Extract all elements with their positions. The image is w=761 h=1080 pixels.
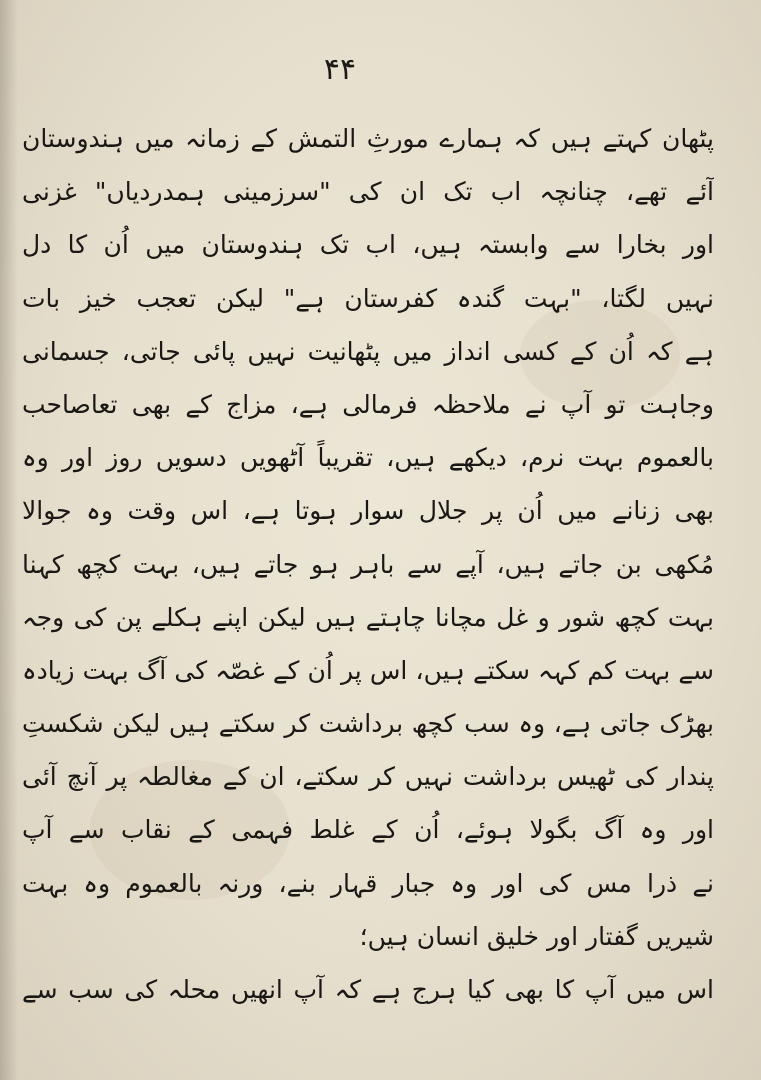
text-line: نہیں لگتا، "بہت گندہ کفرستان ہے" لیکن تعجب خیز بات bbox=[22, 283, 714, 313]
text-line: ہے کہ اُن کے کسی انداز میں پٹھانیت نہیں پائی جاتی، جسمانی bbox=[22, 336, 714, 366]
text-line: بہت کچھ شور و غل مچانا چاہتے ہیں لیکن اپنے ہکلے پن کی وجہ bbox=[22, 602, 714, 632]
page-number: ۴۴ bbox=[323, 52, 357, 87]
text-line: سے بہت کم کہہ سکتے ہیں، اس پر اُن کے غصّہ کی آگ بہت زیادہ bbox=[22, 655, 714, 685]
text-line: اور بخارا سے وابستہ ہیں، اب تک ہندوستان میں اُن کا دل bbox=[22, 230, 714, 260]
text-line: اس میں آپ کا بھی کیا ہرج ہے کہ آپ انھیں محلہ کی سب سے bbox=[22, 975, 714, 1004]
text-line: بھڑک جاتی ہے، وہ سب کچھ برداشت کر سکتے ہیں لیکن شکستِ bbox=[22, 709, 714, 739]
text-line: وجاہت تو آپ نے ملاحظہ فرمالی ہے، مزاج کے بھی تعاصاحب bbox=[22, 389, 714, 419]
text-line: اور وہ آگ بگولا ہوئے، اُن کے غلط فہمی کے نقاب سے آپ bbox=[22, 815, 714, 845]
text-line: شیریں گفتار اور خلیق انسان ہیں؛ bbox=[359, 921, 714, 951]
text-line: آئے تھے، چنانچہ اب تک ان کی "سرزمینی ہمدردیاں" غزنی bbox=[22, 177, 714, 207]
text-line: بھی زنانے میں اُن پر جلال سوار ہوتا ہے، اس وقت وہ جوالا bbox=[22, 496, 714, 526]
text-line: مُکھی بن جاتے ہیں، آپے سے باہر ہو جاتے ہیں، بہت کچھ کہنا bbox=[22, 549, 714, 579]
page-text bbox=[22, 112, 714, 1016]
text-line: نے ذرا مس کی اور وہ جبار قہار بنے، ورنہ بالعموم وہ بہت bbox=[22, 868, 714, 898]
page-edge-shadow bbox=[0, 0, 18, 1080]
text-line: پٹھان کہتے ہیں کہ ہمارے مورثِ التمش کے زمانہ میں ہندوستان bbox=[22, 124, 714, 153]
text-line: پندار کی ٹھیس برداشت نہیں کر سکتے، ان کے مغالطہ پر آنچ آئی bbox=[22, 762, 714, 792]
text-line: بالعموم بہت نرم، دیکھے ہیں، تقریباً آٹھویں دسویں روز اور وہ bbox=[22, 443, 714, 473]
